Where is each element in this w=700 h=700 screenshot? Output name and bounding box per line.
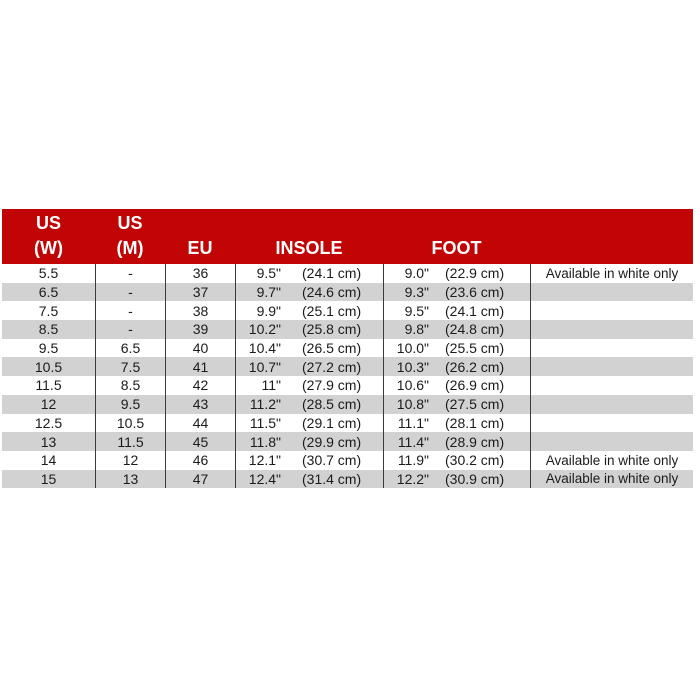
cell-us-m: 13 <box>95 470 165 489</box>
insole-cm-value: (31.4 cm) <box>302 470 362 487</box>
cell-us-m: 11.5 <box>95 432 165 451</box>
cell-foot <box>383 451 530 470</box>
foot-cm-value: (23.6 cm) <box>445 284 505 301</box>
cell-eu: 39 <box>165 320 235 339</box>
cell-eu: 46 <box>165 451 235 470</box>
header-us-m-line1: US <box>117 213 143 233</box>
cell-eu: 42 <box>165 376 235 395</box>
cell-eu: 40 <box>165 339 235 358</box>
foot-cm-value: (30.2 cm) <box>445 452 505 469</box>
cell-foot <box>383 320 530 339</box>
cell-us-w: 11.5 <box>35 377 62 394</box>
foot-cm-value: (24.8 cm) <box>445 321 505 338</box>
cell-us-m: 6.5 <box>95 339 165 358</box>
insole-inches-value: 11.2" <box>249 396 281 413</box>
header-foot-label: FOOT <box>431 238 482 258</box>
cell-insole <box>235 414 383 433</box>
table-row <box>2 451 693 470</box>
insole-cm-value: (28.5 cm) <box>302 396 362 413</box>
insole-inches-value: 11.5" <box>249 414 281 431</box>
cell-foot <box>383 395 530 414</box>
cell-availability-note <box>530 357 693 376</box>
insole-inches-value: 9.5" <box>256 265 281 282</box>
foot-cm-value: (30.9 cm) <box>445 470 505 487</box>
insole-inches-value: 10.7" <box>248 358 281 375</box>
table-row <box>2 376 693 395</box>
cell-insole <box>235 357 383 376</box>
foot-inches-value: 10.8" <box>396 396 429 413</box>
insole-cm-value: (24.1 cm) <box>302 265 362 282</box>
insole-inches-value: 11" <box>261 377 281 394</box>
insole-cm-value: (30.7 cm) <box>302 452 362 469</box>
size-conversion-table <box>2 209 693 488</box>
table-row <box>2 470 693 489</box>
cell-us-m: 8.5 <box>95 376 165 395</box>
foot-inches-value: 9.0" <box>404 265 429 282</box>
table-row <box>2 414 693 433</box>
table-header-row <box>2 209 693 264</box>
cell-insole <box>235 395 383 414</box>
cell-us-m: 9.5 <box>95 395 165 414</box>
cell-eu: 36 <box>165 264 235 283</box>
cell-insole <box>235 301 383 320</box>
cell-us-m: - <box>95 283 165 302</box>
cell-availability-note <box>530 283 693 302</box>
cell-foot <box>383 432 530 451</box>
insole-inches-value: 10.4" <box>248 340 281 357</box>
table-row <box>2 283 693 302</box>
table-row <box>2 264 693 283</box>
foot-inches-value: 10.6" <box>396 377 429 394</box>
table-row <box>2 395 693 414</box>
insole-inches-value: 9.7" <box>256 284 281 301</box>
foot-inches-value: 9.3" <box>404 284 429 301</box>
header-us-w <box>2 209 95 264</box>
cell-foot <box>383 357 530 376</box>
table-body <box>2 264 693 488</box>
cell-us-w: 8.5 <box>38 321 59 338</box>
insole-cm-value: (27.9 cm) <box>302 377 362 394</box>
header-eu-label: EU <box>187 238 213 258</box>
cell-insole <box>235 339 383 358</box>
header-us-m-line2: (M) <box>116 238 144 258</box>
insole-cm-value: (29.9 cm) <box>302 433 362 450</box>
cell-insole <box>235 264 383 283</box>
foot-inches-value: 11.4" <box>397 433 429 450</box>
cell-availability-note <box>530 320 693 339</box>
cell-us-w: 12 <box>40 396 57 413</box>
cell-us-w: 10.5 <box>34 358 63 375</box>
foot-cm-value: (22.9 cm) <box>445 265 505 282</box>
cell-us-w: 7.5 <box>38 302 59 319</box>
header-us-w-line2: (W) <box>34 238 63 258</box>
cell-availability-note: Available in white only <box>530 264 693 283</box>
cell-eu: 37 <box>165 283 235 302</box>
cell-eu: 47 <box>165 470 235 489</box>
insole-inches-value: 12.4" <box>248 470 281 487</box>
cell-foot <box>383 264 530 283</box>
foot-cm-value: (24.1 cm) <box>445 302 505 319</box>
cell-insole <box>235 320 383 339</box>
cell-us-m: 12 <box>95 451 165 470</box>
table-row <box>2 357 693 376</box>
table-row <box>2 301 693 320</box>
foot-inches-value: 10.0" <box>396 340 429 357</box>
header-us-w-line1: US <box>35 213 61 233</box>
cell-foot <box>383 301 530 320</box>
cell-insole <box>235 283 383 302</box>
table-row <box>2 339 693 358</box>
cell-insole <box>235 451 383 470</box>
table-row <box>2 320 693 339</box>
cell-us-m: 10.5 <box>95 414 165 433</box>
cell-eu: 41 <box>165 357 235 376</box>
insole-inches-value: 9.9" <box>256 302 281 319</box>
cell-us-m: - <box>95 301 165 320</box>
header-insole-label: INSOLE <box>275 238 343 258</box>
insole-cm-value: (24.6 cm) <box>302 284 362 301</box>
header-notes <box>530 209 693 264</box>
cell-us-w: 6.5 <box>38 284 59 301</box>
foot-cm-value: (25.5 cm) <box>445 340 505 357</box>
foot-cm-value: (28.9 cm) <box>445 433 505 450</box>
cell-availability-note <box>530 395 693 414</box>
cell-eu: 43 <box>165 395 235 414</box>
insole-cm-value: (25.1 cm) <box>302 302 362 319</box>
header-eu <box>165 209 235 264</box>
table-row <box>2 432 693 451</box>
cell-us-w: 9.5 <box>38 340 59 357</box>
cell-us-w: 12.5 <box>34 414 63 431</box>
foot-inches-value: 11.1" <box>397 414 429 431</box>
cell-eu: 45 <box>165 432 235 451</box>
cell-foot <box>383 283 530 302</box>
cell-foot <box>383 470 530 489</box>
foot-inches-value: 10.3" <box>396 358 429 375</box>
cell-us-m: - <box>95 320 165 339</box>
cell-eu: 44 <box>165 414 235 433</box>
cell-insole <box>235 376 383 395</box>
cell-availability-note <box>530 301 693 320</box>
insole-cm-value: (29.1 cm) <box>302 414 362 431</box>
cell-insole <box>235 470 383 489</box>
cell-us-w: 13 <box>40 433 57 450</box>
foot-inches-value: 9.5" <box>404 302 429 319</box>
foot-cm-value: (26.2 cm) <box>445 358 505 375</box>
cell-us-m: - <box>95 264 165 283</box>
insole-inches-value: 12.1" <box>248 452 281 469</box>
cell-us-m: 7.5 <box>95 357 165 376</box>
cell-eu: 38 <box>165 301 235 320</box>
foot-inches-value: 11.9" <box>397 452 429 469</box>
cell-availability-note <box>530 339 693 358</box>
header-insole <box>235 209 383 264</box>
insole-cm-value: (27.2 cm) <box>302 358 362 375</box>
foot-inches-value: 9.8" <box>404 321 429 338</box>
foot-inches-value: 12.2" <box>396 470 429 487</box>
cell-us-w: 15 <box>40 470 57 487</box>
cell-availability-note <box>530 414 693 433</box>
header-us-m <box>95 209 165 264</box>
insole-inches-value: 11.8" <box>249 433 281 450</box>
insole-cm-value: (25.8 cm) <box>302 321 362 338</box>
cell-availability-note <box>530 432 693 451</box>
cell-foot <box>383 376 530 395</box>
cell-availability-note: Available in white only <box>530 451 693 470</box>
foot-cm-value: (27.5 cm) <box>445 396 505 413</box>
cell-foot <box>383 414 530 433</box>
cell-us-w: 5.5 <box>38 265 59 282</box>
cell-insole <box>235 432 383 451</box>
cell-us-w: 14 <box>40 452 57 469</box>
cell-availability-note: Available in white only <box>530 470 693 489</box>
foot-cm-value: (28.1 cm) <box>445 414 505 431</box>
cell-foot <box>383 339 530 358</box>
insole-inches-value: 10.2" <box>248 321 281 338</box>
insole-cm-value: (26.5 cm) <box>302 340 362 357</box>
header-foot <box>383 209 530 264</box>
foot-cm-value: (26.9 cm) <box>445 377 505 394</box>
cell-availability-note <box>530 376 693 395</box>
